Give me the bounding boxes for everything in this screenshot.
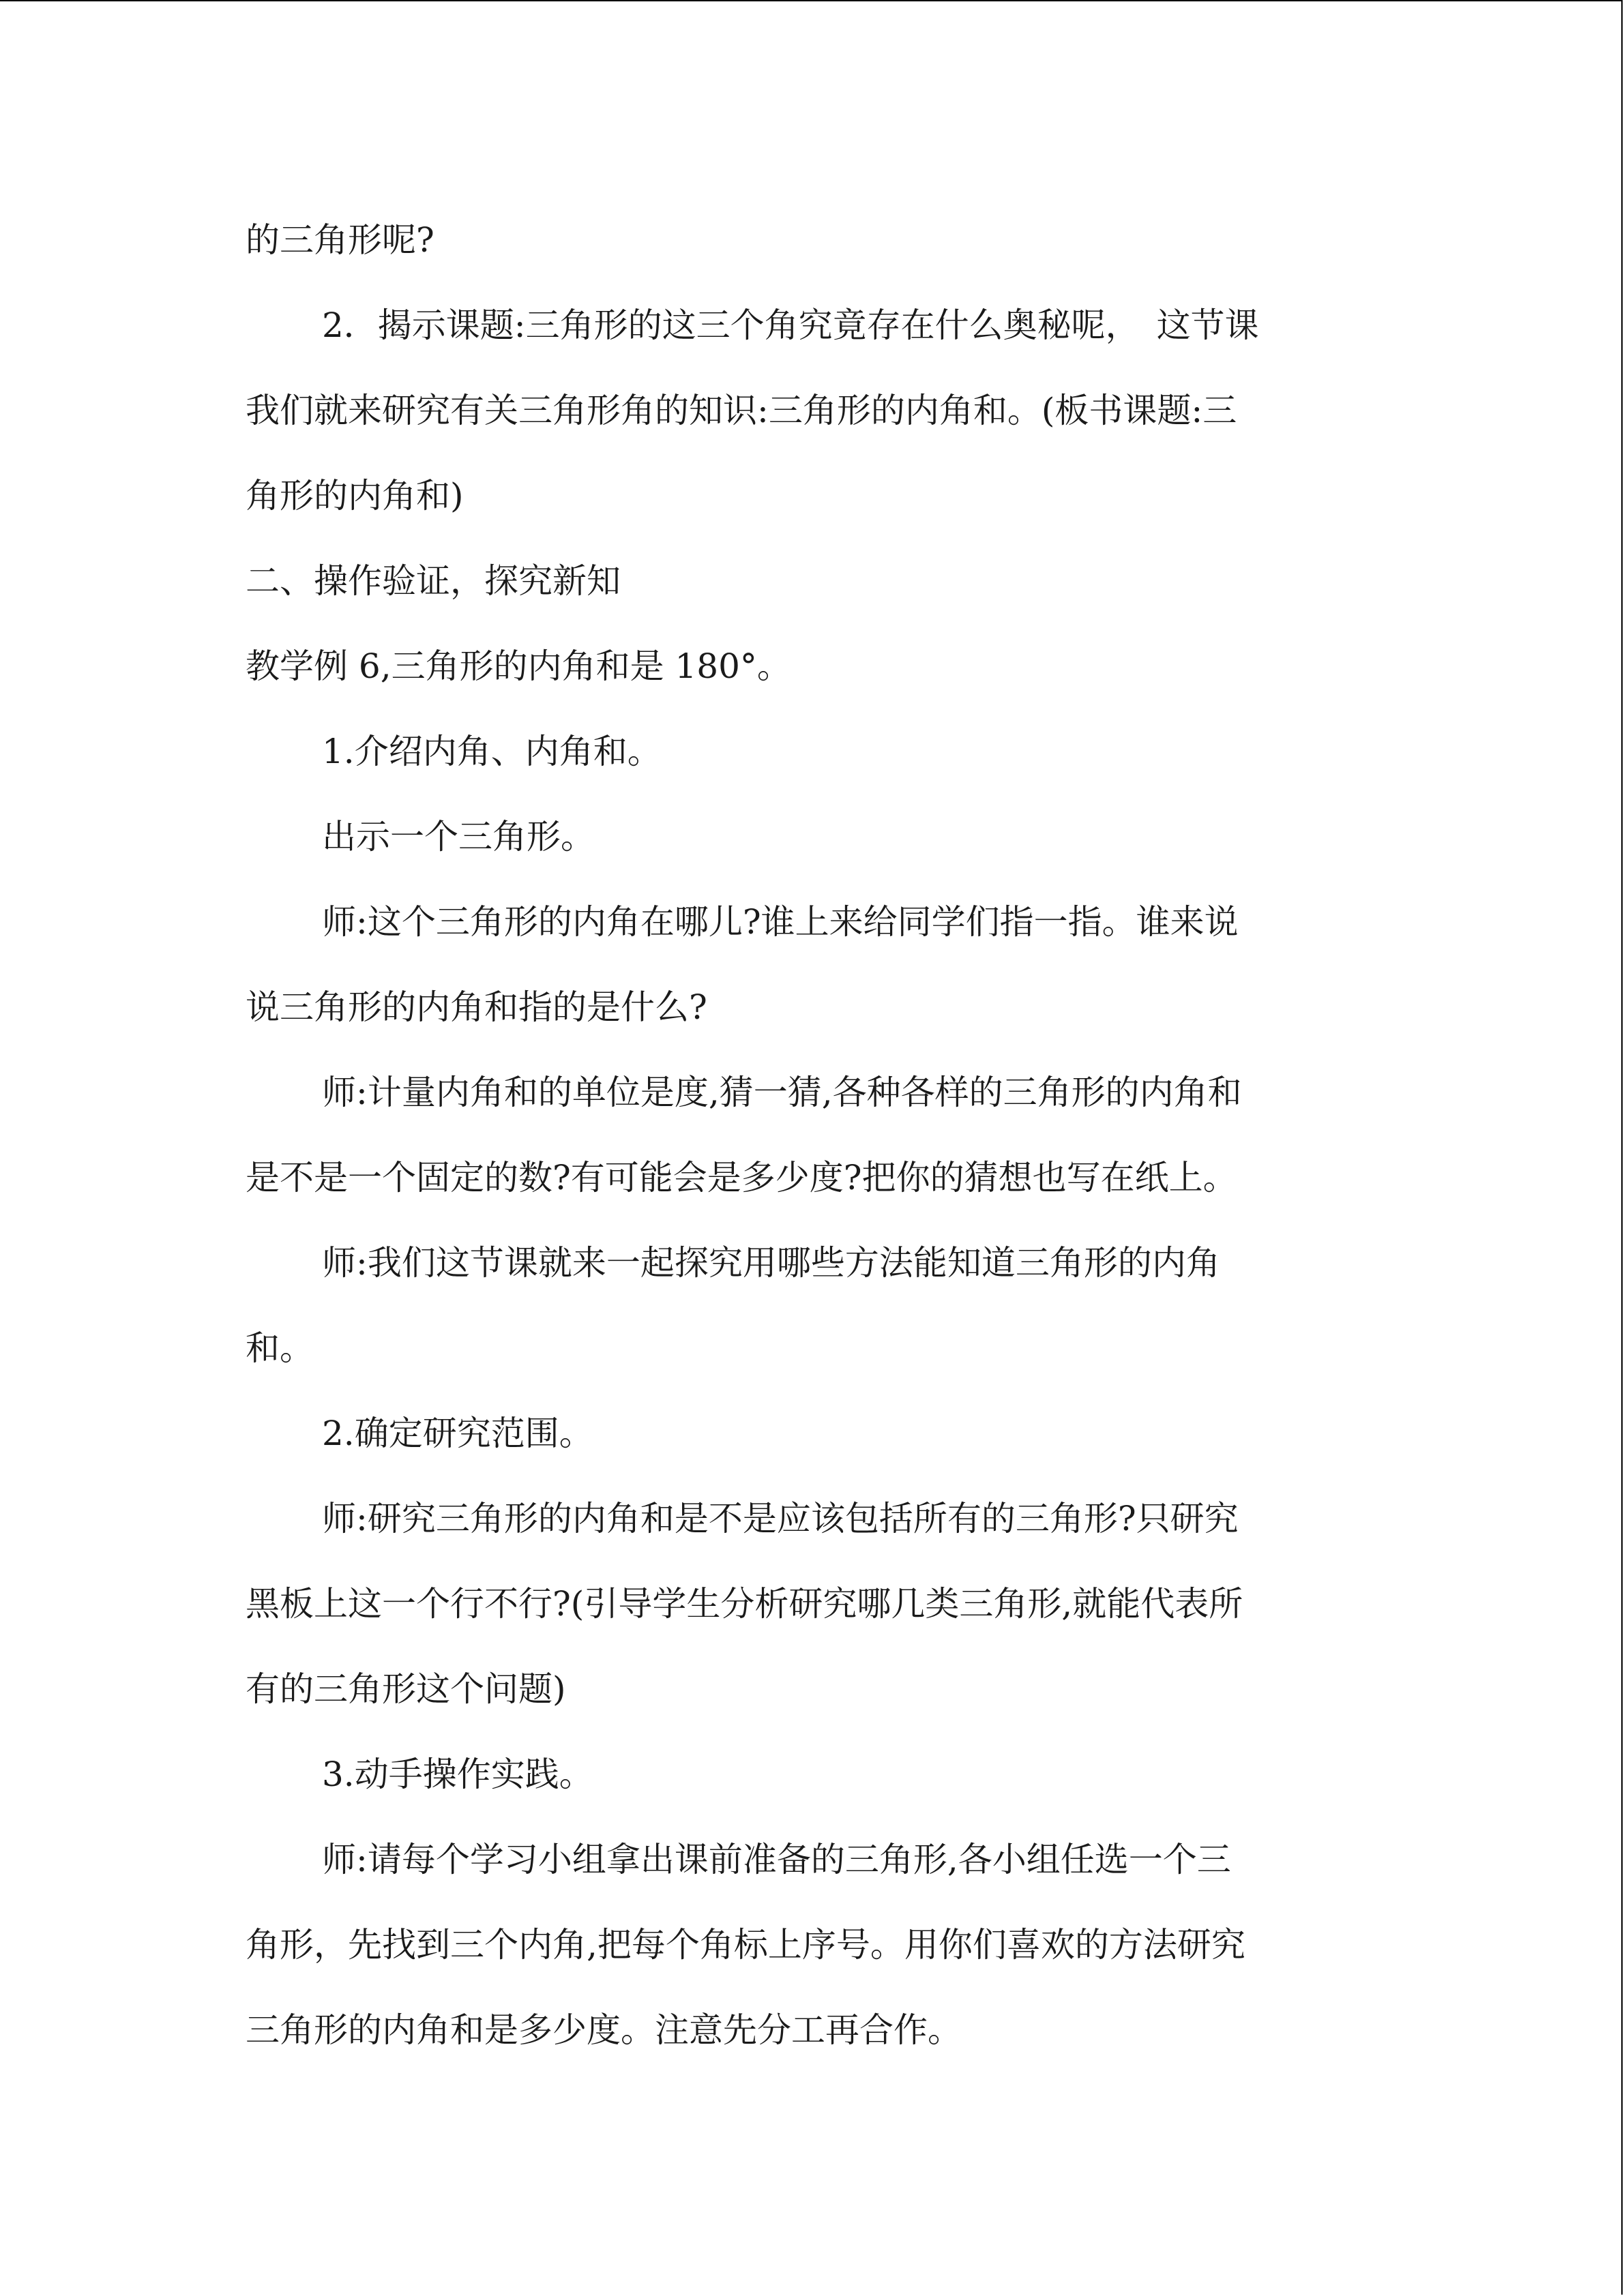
paragraph-line: 我们就来研究有关三角形角的知识:三角形的内角和。(板书课题:三: [246, 391, 1237, 430]
paragraph-line: 说三角形的内角和指的是什么?: [246, 987, 707, 1027]
paragraph-line: 师:这个三角形的内角在哪儿?谁上来给同学们指一指。谁来说: [322, 902, 1239, 942]
paragraph-line: 师:请每个学习小组拿出课前准备的三角形,各小组任选一个三: [322, 1840, 1231, 1879]
paragraph-line: 2．揭示课题:三角形的这三个角究竟存在什么奥秘呢， 这节课: [322, 305, 1259, 345]
paragraph-line: 出示一个三角形。: [322, 817, 595, 856]
paragraph-line: 1.介绍内角、内角和。: [322, 732, 662, 771]
paragraph-line: 黑板上这一个行不行?(引导学生分析研究哪几类三角形,就能代表所: [246, 1584, 1243, 1624]
paragraph-line: 教学例 6,三角形的内角和是 180°。: [246, 646, 791, 686]
paragraph-line: 和。: [246, 1328, 314, 1368]
paragraph-line: 2.确定研究范围。: [322, 1414, 593, 1453]
paragraph-line: 3.动手操作实践。: [322, 1755, 593, 1794]
paragraph-line: 师:计量内角和的单位是度,猜一猜,各种各样的三角形的内角和: [322, 1073, 1242, 1112]
paragraph-line: 师:我们这节课就来一起探究用哪些方法能知道三角形的内角: [322, 1243, 1220, 1283]
paragraph-line: 有的三角形这个问题): [246, 1669, 566, 1709]
paragraph-line: 角形，先找到三个内角,把每个角标上序号。用你们喜欢的方法研究: [246, 1925, 1245, 1965]
section-heading: 二、操作验证，探究新知: [246, 561, 621, 601]
paragraph-line: 师:研究三角形的内角和是不是应该包括所有的三角形?只研究: [322, 1499, 1239, 1538]
paragraph-line: 角形的内角和): [246, 476, 464, 516]
paragraph-line: 三角形的内角和是多少度。注意先分工再合作。: [246, 2010, 962, 2050]
paragraph-line: 是不是一个固定的数?有可能会是多少度?把你的猜想也写在纸上。: [246, 1158, 1237, 1197]
paragraph-line: 的三角形呢?: [246, 220, 434, 260]
